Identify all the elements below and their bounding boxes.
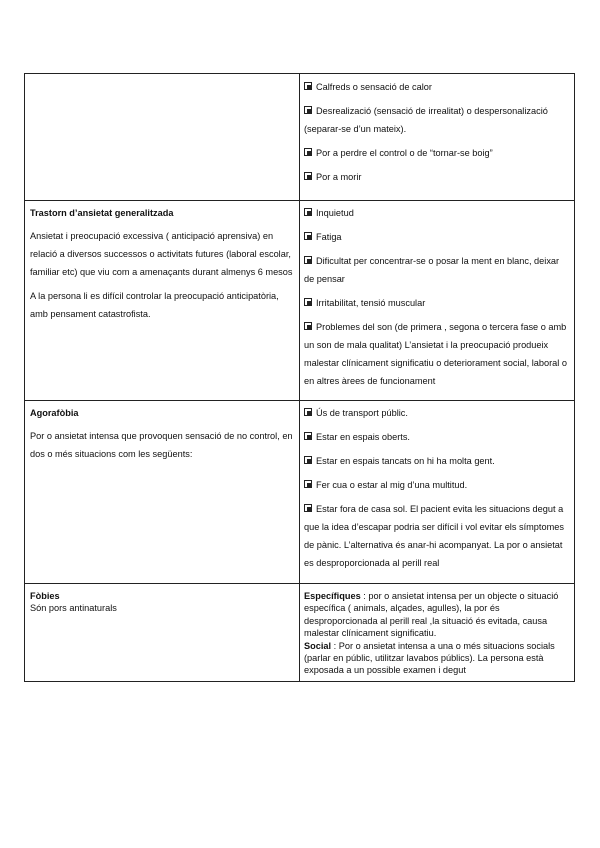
- list-item: Estar fora de casa sol. El pacient evita les situacions degut a que la idea d’escapar podria ser difícil i vol evitar els símptomes de pànic. L’alternativa és anar-hi acompanyat. La por o ansietat es desproporcionada al perill real: [304, 504, 564, 568]
- list-item: Inquietud: [304, 205, 569, 223]
- description-paragraph: A la persona li es difícil controlar la preocupació anticipatòria, amb pensament catastrofista.: [30, 290, 279, 319]
- checkbox-icon: [304, 208, 312, 216]
- disorder-title: Fòbies: [30, 590, 60, 601]
- checkbox-icon: [304, 82, 312, 90]
- table-row: [25, 201, 575, 401]
- list-item: Dificultat per concentrar-se o posar la ment en blanc, deixar de pensar: [304, 255, 560, 284]
- list-item: Problemes del son (de primera , segona o tercera fase o amb un son de mala qualitat) L’ansietat i la preocupació produeix malestar clínicament significatiu o deteriorament social, laboral o en altres àrees de funcionament: [304, 321, 567, 386]
- checkbox-icon: [304, 106, 312, 114]
- checkbox-icon: [304, 148, 312, 156]
- social-phobia-paragraph: [304, 640, 569, 677]
- left-cell-empty: [25, 74, 300, 201]
- disorders-table: [24, 73, 575, 682]
- list-item: Ús de transport públic.: [304, 405, 569, 423]
- checkbox-icon: [304, 172, 312, 180]
- phobia-types-cell: [300, 583, 575, 681]
- description-paragraph: Són pors antinaturals: [30, 603, 117, 614]
- table-row: [25, 401, 575, 584]
- disorder-description-cell: [25, 583, 300, 681]
- checkbox-icon: [304, 456, 312, 464]
- checkbox-icon: [304, 432, 312, 440]
- specific-phobia-paragraph: [304, 590, 569, 640]
- checkbox-icon: [304, 322, 312, 330]
- checkbox-icon: [304, 298, 312, 306]
- description-paragraph: Por o ansietat intensa que provoquen sensació de no control, en dos o més situacions com les següents:: [30, 431, 293, 460]
- list-item: Por a perdre el control o de “tornar-se boig”: [304, 145, 569, 163]
- social-text: : Por o ansietat intensa a una o més situacions socials (parlar en públic, utilitzar lavabos públics). La persona està exposada a un possible examen i degut: [304, 640, 555, 676]
- checkbox-icon: [304, 504, 312, 512]
- list-item: Estar en espais oberts.: [304, 429, 569, 447]
- list-item: Por a morir: [304, 169, 569, 187]
- disorder-title: Agorafòbia: [30, 408, 79, 419]
- table-row: [25, 583, 575, 681]
- list-item: Fatiga: [304, 229, 569, 247]
- disorder-description-cell: [25, 401, 300, 584]
- description-paragraph: Ansietat i preocupació excessiva ( anticipació aprensiva) en relació a diversos successos o activitats futures (laboral escolar, familiar etc) que viu com a amenaçants durant almenys 6 mesos: [30, 230, 293, 277]
- table-row: [25, 74, 575, 201]
- specific-label: Específiques: [304, 590, 361, 601]
- symptoms-cell: [300, 201, 575, 401]
- disorder-description-cell: [25, 201, 300, 401]
- specific-text: : por o ansietat intensa per un objecte o situació específica ( animals, alçades, agulles), la por és desproporcionada al perill real ,la situació és evitada, causa malestar clínicament significatiu.: [304, 590, 559, 639]
- list-item: Fer cua o estar al mig d’una multitud.: [304, 477, 569, 495]
- checkbox-icon: [304, 480, 312, 488]
- symptoms-cell: [300, 74, 575, 201]
- social-label: Social: [304, 640, 332, 651]
- list-item: Estar en espais tancats on hi ha molta gent.: [304, 453, 569, 471]
- disorder-title: Trastorn d’ansietat generalitzada: [30, 208, 174, 218]
- list-item: Desrealizació (sensació de irrealitat) o despersonalizació (separar-se d’un mateix).: [304, 105, 548, 134]
- checkbox-icon: [304, 408, 312, 416]
- symptoms-cell: [300, 401, 575, 584]
- checkbox-icon: [304, 256, 312, 264]
- list-item: Calfreds o sensació de calor: [304, 79, 569, 97]
- list-item: Irritabilitat, tensió muscular: [304, 295, 569, 313]
- checkbox-icon: [304, 232, 312, 240]
